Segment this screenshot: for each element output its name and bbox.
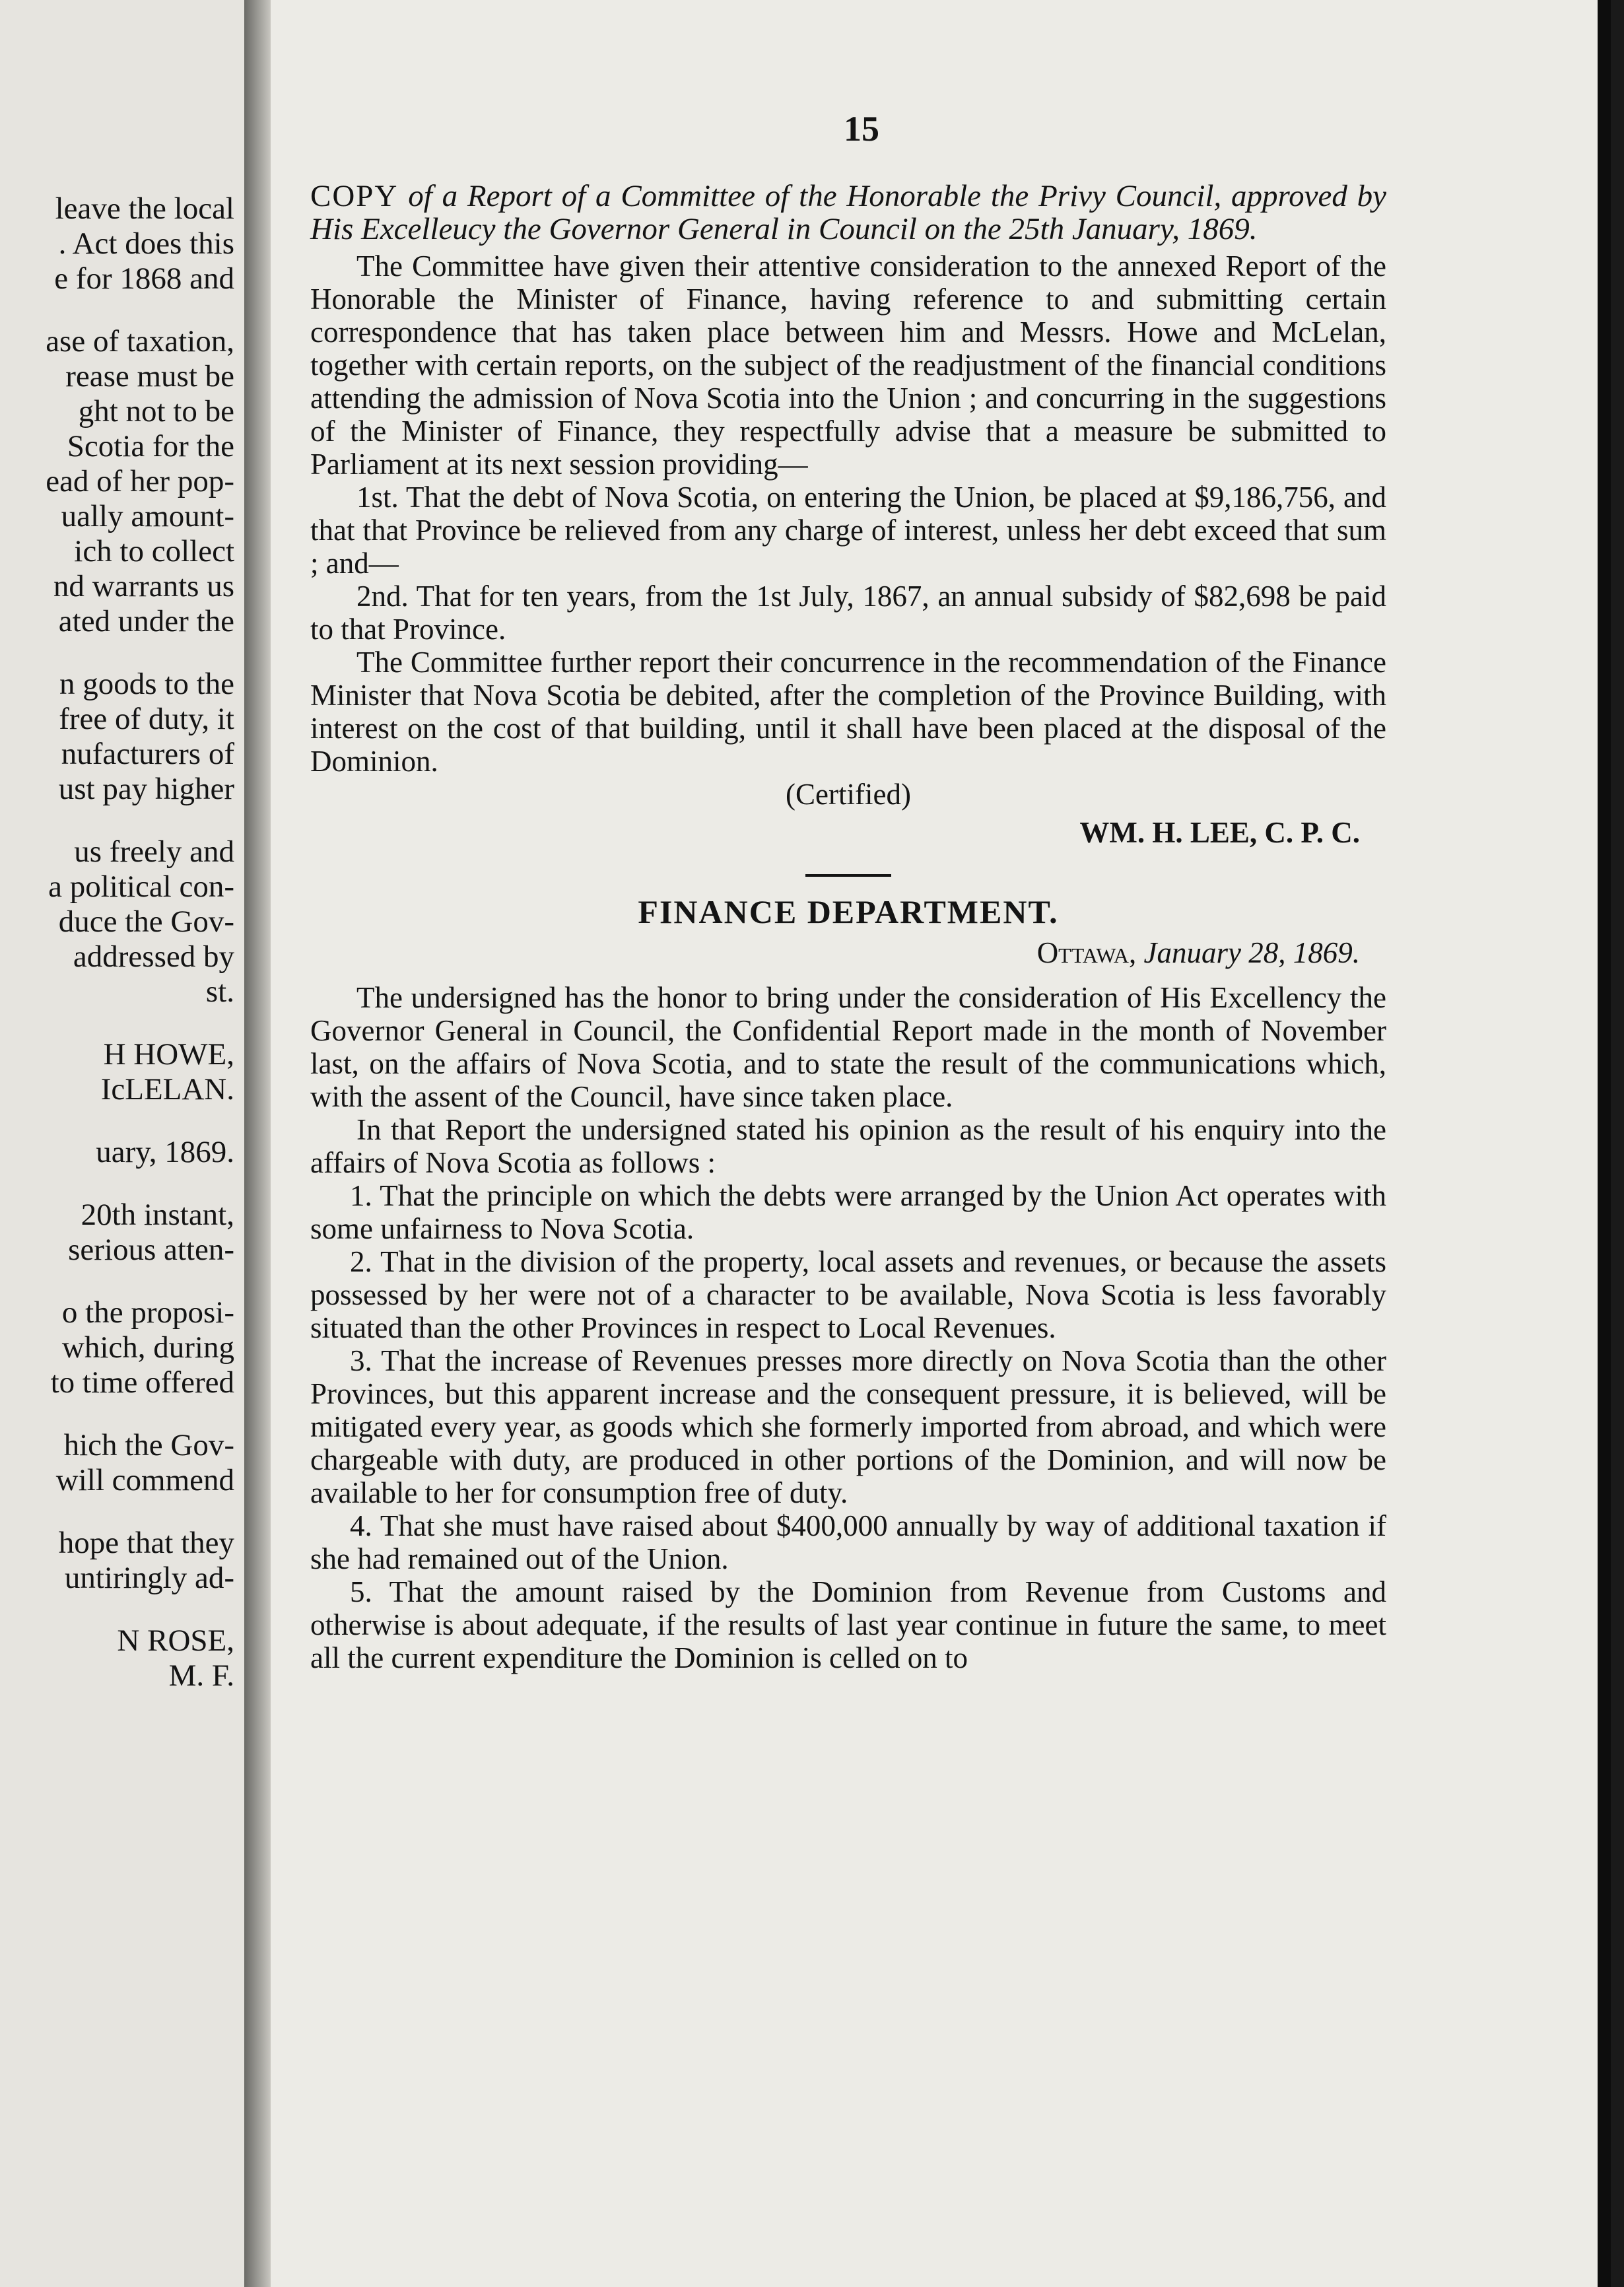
left-column-line: will commend: [55, 1463, 234, 1497]
finance-paragraph-1: The undersigned has the honor to bring under the consideration of His Excellency the Governor General in Council, the Confidential Report made in the month of November last, on the affairs of Nova Scotia, and to state the result of the communications which, with the assent of the Council, have since taken place.: [310, 981, 1386, 1113]
left-column-gap: [0, 1400, 234, 1428]
page-edge-shadow: [1598, 0, 1611, 2287]
heading-title: of a Report of a Committee of the Honorable the Privy Council, approved by His Excelleucy the Governor General in Council on the 25th January, 1869.: [310, 179, 1387, 246]
department-title: FINANCE DEPARTMENT.: [638, 893, 1059, 930]
left-column-line: N ROSE,: [117, 1623, 234, 1658]
left-column-line: H HOWE,: [103, 1037, 234, 1072]
dateline-place: Ottawa,: [1036, 936, 1137, 969]
finance-item-1: 1. That the principle on which the debts were arranged by the Union Act operates with some unfairness to Nova Scotia.: [310, 1179, 1386, 1245]
left-column-line: ated under the: [58, 604, 234, 638]
finance-paragraph-2: In that Report the undersigned stated his opinion as the result of his enquiry into the affairs of Nova Scotia as follows :: [310, 1113, 1386, 1179]
left-column-line: addressed by: [73, 939, 234, 974]
finance-item-3: 3. That the increase of Revenues presses more directly on Nova Scotia than the other Provinces, but this apparent increase and the consequent pressure, it is believed, will be mitigated every year, as goods which she formerly imported from abroad, and which were chargeable with duty, are produced in other portions of the Dominion, and will now be available to her for consumption free of duty.: [310, 1344, 1386, 1509]
left-column-line: hope that they: [58, 1526, 234, 1560]
left-column-line: leave the local: [55, 191, 234, 226]
left-column-gap: [0, 1498, 234, 1526]
left-column-line: ase of taxation,: [46, 324, 234, 358]
left-column-line: uary, 1869.: [96, 1135, 234, 1169]
left-column-line: . Act does this: [58, 226, 234, 261]
council-item-2: 2nd. That for ten years, from the 1st July, 1867, an annual subsidy of $82,698 be paid to that Province.: [310, 580, 1386, 646]
left-column-line: nufacturers of: [61, 737, 234, 771]
finance-item-2: 2. That in the division of the property, local assets and revenues, or because the assets possessed by her were not of a character to be available, Nova Scotia is less favorably situated than the other Provinces in respect to Local Revenues.: [310, 1245, 1386, 1344]
left-column-line: st.: [205, 974, 234, 1009]
left-column-gap: [0, 807, 234, 835]
left-column-gap: [0, 1009, 234, 1037]
left-column-gap: [0, 1596, 234, 1623]
left-column-line: ich to collect: [74, 534, 234, 568]
book-gutter: [244, 0, 271, 2287]
left-column-line: untiringly ad-: [64, 1561, 234, 1595]
council-item-1: 1st. That the debt of Nova Scotia, on entering the Union, be placed at $9,186,756, and that that Province be relieved from any charge of interest, unless her debt exceed that sum ; and—: [310, 481, 1386, 580]
left-column-line: hich the Gov-: [63, 1428, 234, 1462]
left-column-line: ually amount-: [61, 499, 234, 533]
section-divider: [805, 874, 891, 877]
dateline-date: January 28, 1869.: [1143, 936, 1360, 969]
left-column-line: to time offered: [50, 1365, 234, 1400]
finance-item-5: 5. That the amount raised by the Dominion from Revenue from Customs and otherwise is about adequate, if the results of last year continue in future the same, to meet all the current expenditure the Dominion is celled on to: [310, 1575, 1386, 1674]
left-column-line: serious atten-: [68, 1233, 234, 1267]
left-column-line: M. F.: [168, 1658, 234, 1693]
left-column-line: e for 1868 and: [54, 261, 234, 296]
page-content: [310, 109, 1387, 1674]
council-paragraph-2: The Committee further report their concurrence in the recommendation of the Finance Minister that Nova Scotia be debited, after the completion of the Province Building, with interest on the cost of that building, until it shall have been placed at the disposal of the Dominion.: [310, 646, 1386, 778]
left-column-gap: [0, 1170, 234, 1198]
left-column-line: n goods to the: [59, 667, 234, 701]
report-heading: [310, 180, 1386, 246]
left-column-line: duce the Gov-: [58, 905, 234, 939]
left-column-line: free of duty, it: [59, 702, 234, 736]
left-column-line: 20th instant,: [81, 1198, 234, 1232]
certified-label: (Certified): [786, 778, 911, 811]
left-column-line: Scotia for the: [67, 429, 234, 463]
left-column-line: ead of her pop-: [46, 464, 234, 498]
left-column-text: [0, 191, 234, 1693]
left-column-line: ust pay higher: [58, 772, 234, 806]
finance-item-4: 4. That she must have raised about $400,000 annually by way of additional taxation if she had remained out of the Union.: [310, 1509, 1386, 1575]
left-column-gap: [0, 1107, 234, 1135]
left-page-fragment: [0, 0, 246, 2287]
left-column-line: o the proposi-: [61, 1295, 234, 1330]
left-column-line: us freely and: [74, 835, 234, 869]
left-column-gap: [0, 639, 234, 667]
left-column-line: IcLELAN.: [100, 1072, 234, 1107]
left-column-line: a political con-: [48, 870, 234, 904]
dateline: [310, 936, 1386, 969]
left-column-line: ght not to be: [78, 394, 234, 428]
heading-lead: COPY: [310, 179, 399, 213]
left-column-line: rease must be: [65, 359, 234, 393]
left-column-gap: [0, 1268, 234, 1295]
left-column-gap: [0, 296, 234, 324]
left-column-line: nd warrants us: [53, 569, 234, 603]
page-number: 15: [844, 109, 879, 149]
clerk-signature: WM. H. LEE, C. P. C.: [1079, 816, 1360, 849]
council-paragraph-1: The Committee have given their attentive consideration to the annexed Report of the Honorable the Minister of Finance, having reference to and submitting certain correspondence that has taken place between him and Messrs. Howe and McLelan, together with certain reports, on the subject of the readjustment of the financial conditions attending the admission of Nova Scotia into the Union ; and concurring in the suggestions of the Minister of Finance, they respectfully advise that a measure be submitted to Parliament at its next session providing—: [310, 250, 1386, 481]
left-column-line: which, during: [61, 1330, 234, 1365]
main-page: [271, 0, 1611, 2287]
